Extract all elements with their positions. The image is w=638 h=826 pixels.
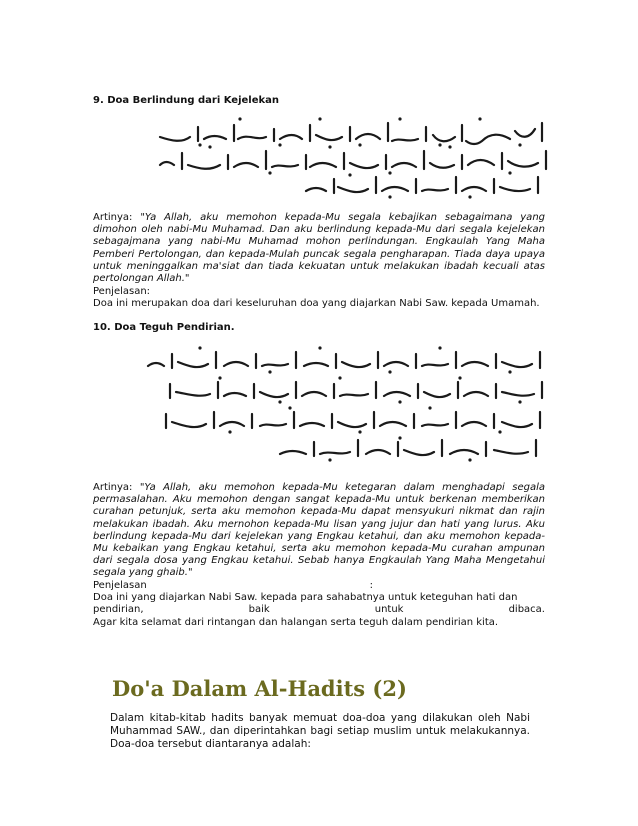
hadits-intro: Dalam kitab-kitab hadits banyak memuat doa-doa yang dilakukan oleh Nabi Muhammad SAW., dan diperintahkan bagi setiap muslim untuk melakukannya. Doa-doa tersebut diantaranya adalah:: [110, 712, 530, 750]
section-9-heading: 9. Doa Berlindung dari Kejelekan: [93, 95, 280, 106]
penjelasan-line-1: Doa ini yang diajarkan Nabi Saw. kepada para sahabatnya untuk keteguhan hati dan: [93, 592, 518, 604]
penjelasan-label-row: [93, 580, 373, 592]
penjelasan-word: baik: [248, 604, 270, 616]
penjelasan-label: Penjelasan: [93, 580, 147, 591]
penjelasan-text: Doa ini merupakan doa dari keseluruhan doa yang diajarkan Nabi Saw. kepada Umamah.: [93, 298, 540, 310]
penjelasan-line-3: Agar kita selamat dari rintangan dan halangan serta teguh dalam pendirian kita.: [93, 616, 499, 628]
section-10-heading: 10. Doa Teguh Pendirian.: [93, 322, 235, 333]
arabic-prayer-image-10: [140, 346, 540, 466]
section-9-translation: [93, 212, 545, 285]
section-title-hadits: Do'a Dalam Al-Hadits (2): [112, 676, 407, 701]
penjelasan-word: untuk: [374, 604, 404, 616]
section-10-translation: [93, 482, 545, 580]
arabic-calligraphy-icon: [150, 115, 550, 199]
arabic-prayer-image-9: [150, 115, 550, 199]
section-9-explanation: [93, 286, 545, 310]
penjelasan-colon: :: [369, 580, 373, 591]
artinya-label: Artinya:: [93, 482, 140, 493]
section-10-explanation: [93, 580, 545, 629]
penjelasan-word: dibaca.: [508, 604, 545, 616]
penjelasan-label: Penjelasan:: [93, 286, 151, 297]
translation-text: "Ya Allah, aku memohon kepada-Mu segala kebajikan sebagaimana yang dimohon oleh nabi-Mu Muhamad. Dan aku berlindung kepada-Mu dari segala kejelekan sebagajmana yang nabi-Mu Muhamad mohon perlindungan. Engkaulah Yang Maha Pemberi Pertolongan, dan kepada-Mulah puncak segala pengharapan. Tiada daya upaya untuk meninggalkan ma'siat dan tiada kekuatan untuk melakukan ibadah kecuali atas pertolongan Allah.": [93, 212, 545, 285]
artinya-label: Artinya:: [93, 212, 141, 223]
translation-text: "Ya Allah, aku memohon kepada-Mu ketegaran dalam menghadapi segala permasalahan. Aku memohon dengan sangat kepada-Mu untuk berkenan memberikan curahan petunjuk, serta aku memohon kepada-Mu dapat mensyukuri nikmat dan rajin melakukan ibadah. Aku mernohon kepada-Mu lisan yang jujur dan hati yang lurus. Aku berlindung kepada-Mu dari kejelekan yang Engkau ketahui, dan aku memohon kepada-Mu kebaikan yang Engkau ketahui, serta aku memohon kepada-Mu curahan ampunan dari segala dosa yang Engkau ketahui. Sebab hanya Engkaulah Yang Maha Mengetahui segala yang ghaib.": [93, 482, 545, 579]
penjelasan-line-2: [93, 604, 545, 616]
arabic-calligraphy-icon: [140, 346, 550, 466]
penjelasan-word: pendirian,: [93, 604, 144, 616]
